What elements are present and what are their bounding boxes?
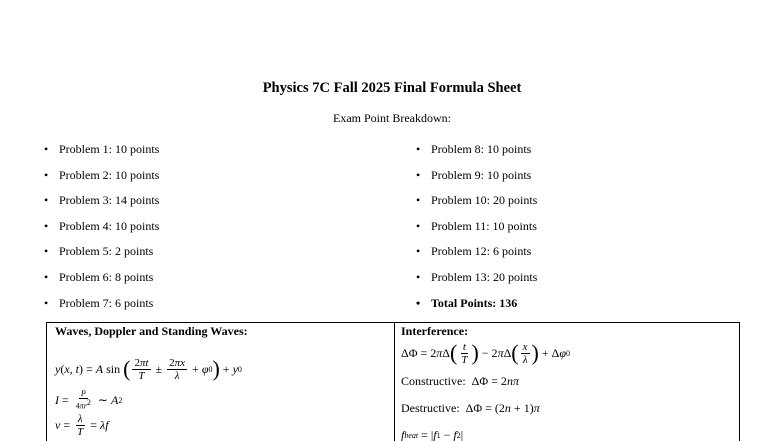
interference-heading: Interference: [401, 324, 469, 338]
list-item: •Problem 11: 10 points [416, 218, 537, 244]
bullet-icon [44, 192, 59, 208]
bullet-icon [44, 141, 59, 157]
wave-equation: y ( x, t ) = A sin ( $\frac{2\pi t}{T}$ ± $\frac{2\pi x}{\lambda}$ + φ 0 ) + y 0 [55, 356, 242, 382]
list-item: •Problem 13: 20 points [416, 269, 537, 295]
list-item: •Problem 4: 10 points [44, 218, 159, 244]
page-title: Physics 7C Fall 2025 Final Formula Sheet [262, 80, 522, 96]
intensity-equation: I = $\frac{P}{4\pi r^2}$ ∼ A 2 [55, 388, 123, 411]
bullet-icon [44, 167, 59, 183]
bullet-icon [416, 192, 431, 208]
constructive-equation: Constructive: ΔΦ = 2 nπ [401, 373, 519, 388]
list-item: •Problem 1: 10 points [44, 141, 159, 167]
bullet-icon [416, 167, 431, 183]
beat-frequency-equation: f beat = | f 1 − f 2 | [401, 427, 464, 441]
list-item: •Problem 10: 20 points [416, 192, 537, 218]
column-divider [394, 323, 395, 441]
bullet-icon [416, 295, 431, 311]
list-item: •Problem 6: 8 points [44, 269, 159, 295]
bullet-icon [44, 243, 59, 259]
bullet-icon [44, 269, 59, 285]
bullet-icon [416, 269, 431, 285]
wave-speed-equation: v = $\frac{\lambda}{T}$ = λf [55, 412, 109, 438]
list-item: •Problem 9: 10 points [416, 167, 537, 193]
total-points: •Total Points: 136 [416, 295, 537, 321]
destructive-equation: Destructive: ΔΦ = (2 n + 1) π [401, 400, 540, 415]
breakdown-list-right [416, 141, 537, 320]
bullet-icon [44, 218, 59, 234]
list-item: •Problem 8: 10 points [416, 141, 537, 167]
list-item: •Problem 3: 14 points [44, 192, 159, 218]
list-item: •Problem 5: 2 points [44, 243, 159, 269]
waves-heading: Waves, Doppler and Standing Waves: [55, 324, 248, 338]
formula-table [46, 322, 740, 441]
breakdown-subtitle: Exam Point Breakdown: [333, 111, 451, 125]
phase-difference-equation: ΔΦ = 2 π Δ ( $\frac{t}{T}$ ) − 2 π Δ ( $\frac{x}{\lambda}$ ) + Δ φ 0 [401, 340, 570, 366]
bullet-icon [416, 141, 431, 157]
list-item: •Problem 2: 10 points [44, 167, 159, 193]
bullet-icon [416, 243, 431, 259]
bullet-icon [416, 218, 431, 234]
breakdown-list-left [44, 141, 159, 320]
bullet-icon [44, 295, 59, 311]
list-item: •Problem 7: 6 points [44, 295, 159, 321]
list-item: •Problem 12: 6 points [416, 243, 537, 269]
